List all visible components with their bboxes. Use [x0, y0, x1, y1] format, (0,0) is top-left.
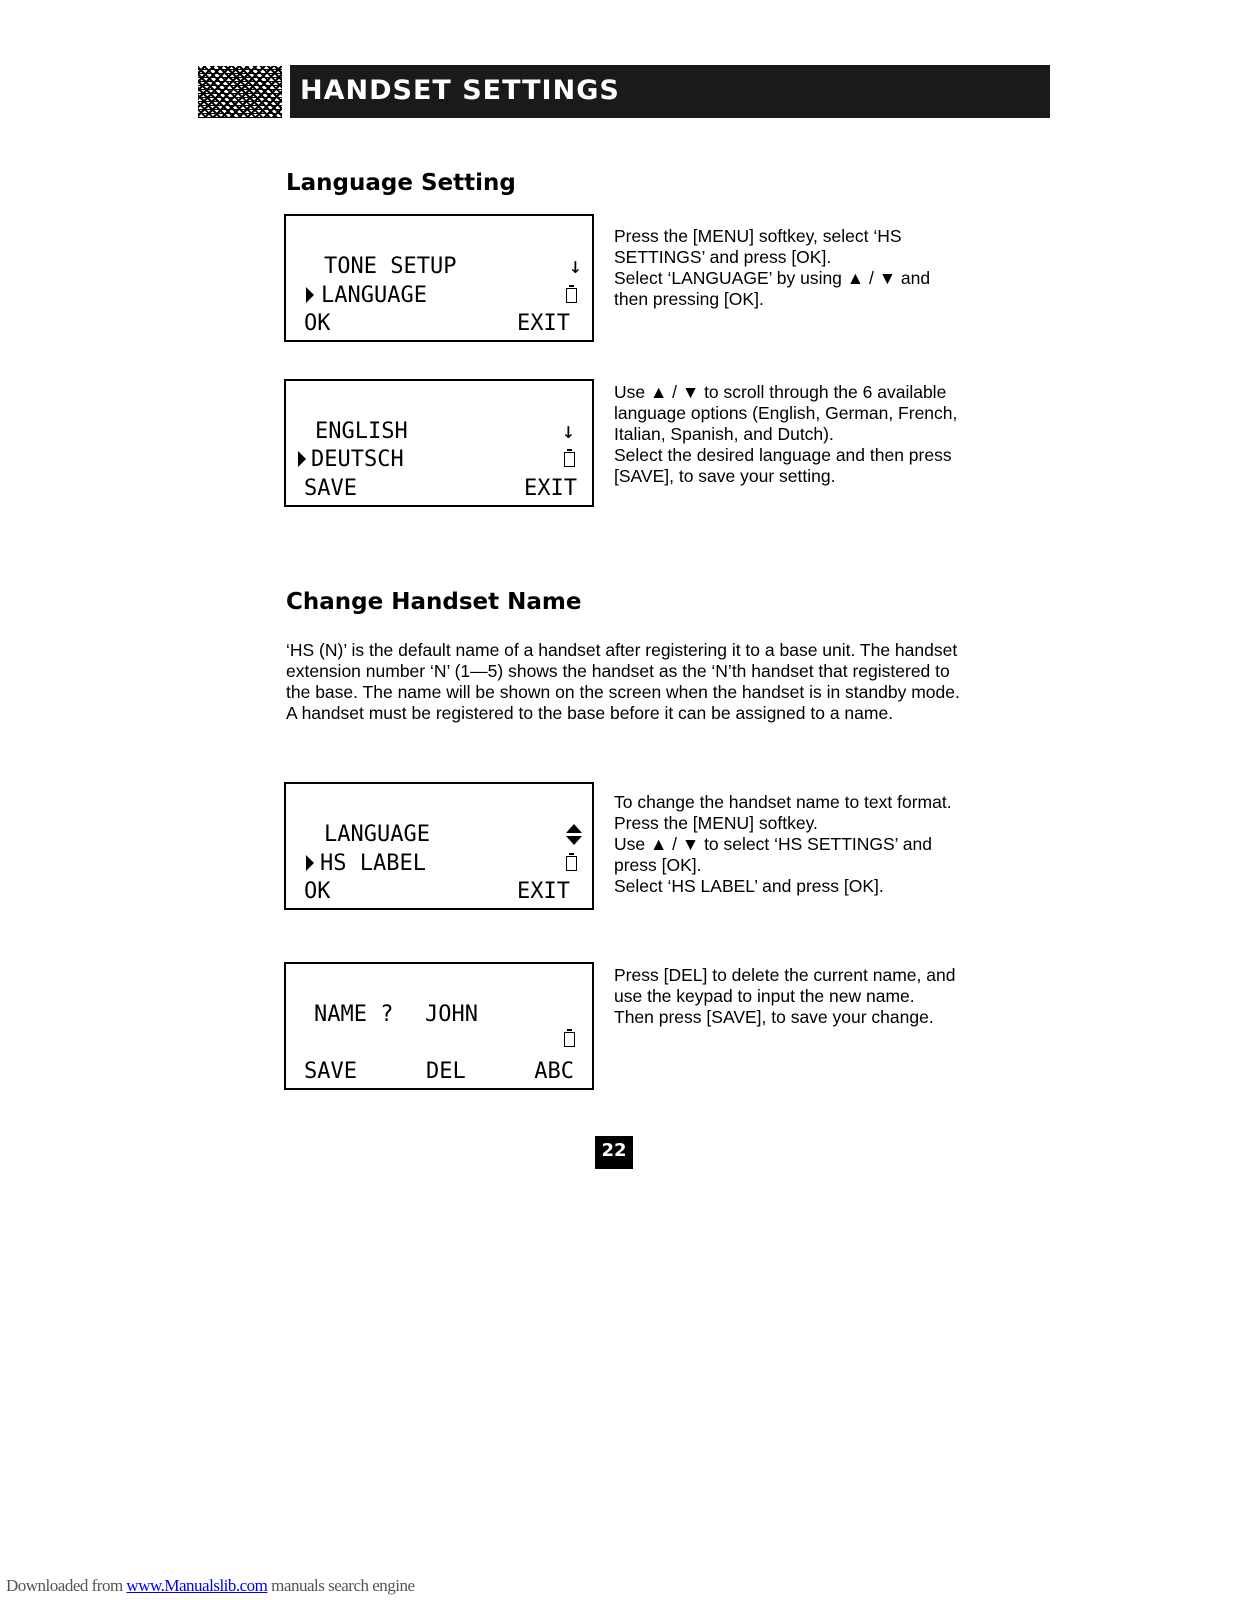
intro-paragraph	[286, 640, 966, 724]
softkey-left: SAVE	[304, 1059, 357, 1084]
desc-language-step1	[614, 226, 959, 310]
lcd-line-1: ENGLISH	[315, 419, 408, 444]
footer	[6, 1576, 415, 1596]
battery-icon	[566, 856, 577, 871]
desc-line: Press the [MENU] softkey.	[614, 813, 818, 833]
desc-line: Use ▲ / ▼ to scroll through the 6 available language options (English, German, French, Italian, Spanish, and Dutch).	[614, 382, 958, 444]
desc-line: Then press [SAVE], to save your change.	[614, 1007, 934, 1027]
desc-line: To change the handset name to text format.	[614, 792, 952, 812]
battery-icon	[564, 452, 575, 467]
lcd-screen-hs-label-menu	[284, 782, 594, 910]
desc-name-step1	[614, 792, 959, 897]
desc-language-step2	[614, 382, 959, 487]
lcd-line-2-selected: HS LABEL	[320, 851, 426, 876]
lcd-screen-language-list	[284, 379, 594, 507]
softkey-left: OK	[304, 879, 331, 904]
desc-name-step2	[614, 965, 959, 1028]
footer-prefix: Downloaded from	[6, 1576, 127, 1595]
desc-line: Select the desired language and then press [SAVE], to save your setting.	[614, 445, 952, 486]
softkey-right: EXIT	[517, 311, 570, 336]
lcd-line-2-selected: DEUTSCH	[311, 447, 404, 472]
lcd-line-2-selected: LANGUAGE	[321, 283, 427, 308]
lcd-name-value: JOHN	[425, 1002, 478, 1027]
desc-line: Press the [MENU] softkey, select ‘HS SETTINGS’ and press [OK].	[614, 226, 902, 267]
softkey-left: OK	[304, 311, 331, 336]
lcd-screen-language-menu	[284, 214, 594, 342]
intro-line: A handset must be registered to the base before it can be assigned to a name.	[286, 703, 894, 723]
softkey-middle: DEL	[426, 1059, 466, 1084]
softkey-left: SAVE	[304, 476, 357, 501]
softkey-right: ABC	[534, 1059, 574, 1084]
softkey-right: EXIT	[524, 476, 577, 501]
pointer-icon	[306, 855, 314, 871]
down-arrow-icon: ↓	[561, 419, 575, 444]
lcd-screen-name-entry	[284, 962, 594, 1090]
footer-suffix: manuals search engine	[267, 1576, 415, 1595]
up-down-icon	[566, 824, 582, 846]
battery-icon	[566, 288, 577, 303]
desc-line: Use ▲ / ▼ to select ‘HS SETTINGS’ and press [OK].	[614, 834, 932, 875]
desc-line: Press [DEL] to delete the current name, and use the keypad to input the new name.	[614, 965, 956, 1006]
desc-line: Select ‘LANGUAGE’ by using ▲ / ▼ and then pressing [OK].	[614, 268, 931, 309]
header-pattern	[198, 66, 282, 118]
page-title: HANDSET SETTINGS	[300, 75, 620, 106]
lcd-line-1: LANGUAGE	[324, 822, 430, 847]
section-title-handset-name: Change Handset Name	[286, 589, 582, 615]
lcd-line-1: TONE SETUP	[324, 254, 457, 279]
battery-icon	[564, 1032, 575, 1047]
section-title-language: Language Setting	[286, 170, 516, 196]
lcd-name-prompt: NAME ?	[314, 1002, 394, 1027]
pointer-icon	[298, 451, 306, 467]
desc-line: Select ‘HS LABEL’ and press [OK].	[614, 876, 884, 896]
intro-line: ‘HS (N)’ is the default name of a handset after registering it to a base unit. The handset extension number ‘N’ (1—5) shows the handset as the ‘N’th handset that registered to the base. The name will be shown on the screen when the handset is in standby mode.	[286, 640, 960, 702]
footer-link[interactable]: www.Manualslib.com	[126, 1576, 268, 1595]
pointer-icon	[306, 287, 314, 303]
page-number: 22	[595, 1136, 633, 1169]
softkey-right: EXIT	[517, 879, 570, 904]
down-arrow-icon: ↓	[568, 254, 582, 279]
